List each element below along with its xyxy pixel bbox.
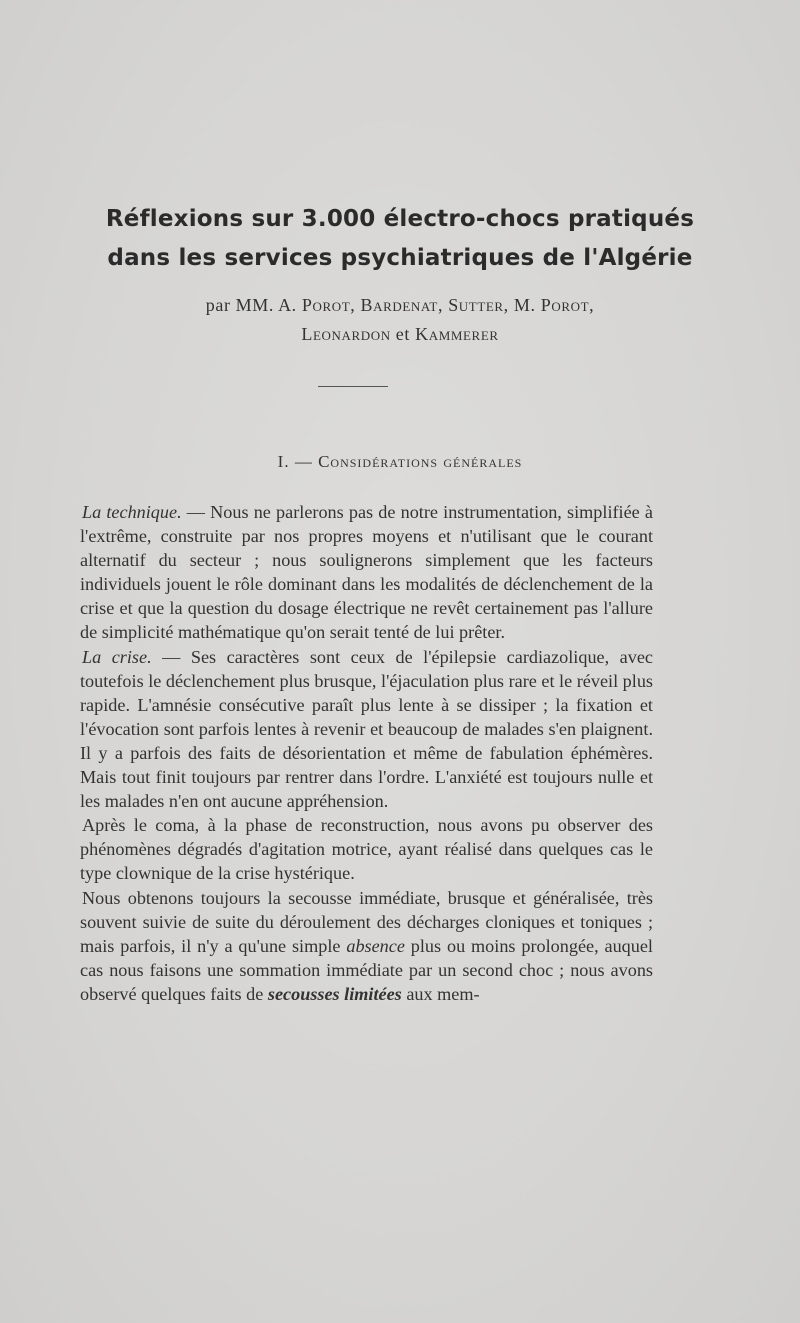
paragraph-coma — [80, 813, 653, 885]
author-name: Kammerer — [415, 324, 499, 344]
paragraph-text: plus ou moins prolongée, auquel cas nous faisons une sommation immédiate par un second choc ; nous avons observé quelques faits de — [80, 935, 653, 1004]
authors-line-2 — [0, 324, 800, 345]
title-divider — [318, 386, 388, 387]
paragraph-lead: La technique. — [82, 502, 182, 522]
emphasis-absence: absence — [346, 935, 405, 956]
author-name: Porot, — [540, 295, 595, 315]
section-heading — [0, 452, 800, 472]
authors-mid: M. — [513, 295, 536, 315]
paragraph-text: — Ses caractères sont ceux de l'épilepsie cardiazolique, avec toutefois le déclenchement plus brusque, l'éjaculation plus rare et le réveil plus rapide. L'amnésie consécutive paraît plus lente à se dissiper ; la fixation et l'évocation sont parfois lentes à revenir et beaucoup de malades s'en plaignent. Il y a parfois des faits de désorientation et même de fabulation éphémères. Mais tout finit toujours par rentrer dans l'ordre. L'anxiété est toujours nulle et les malades n'en ont aucune appréhension. — [80, 646, 653, 812]
paragraph-text: — Nous ne parlerons pas de notre instrumentation, simplifiée à l'extrême, construite par nos propres moyens et n'utilisant que le courant alternatif du secteur ; nous soulignerons simplement que les facteurs individuels jouent le rôle dominant dans les modalités de déclenchement de la crise et que la question du dosage électrique ne revêt certainement pas l'allure de simplicité mathématique qu'on serait tenté de lui prêter. — [80, 502, 653, 643]
authors-prefix: par MM. A. — [205, 295, 297, 315]
paragraph-technique — [80, 500, 653, 645]
paragraph-text: Nous obtenons toujours la secousse immédiate, brusque et généralisée, très souvent suivie de suite du déroulement des décharges cloniques et toniques ; mais parfois, il n'y a qu'une simple — [80, 887, 653, 956]
author-name: Porot, — [301, 295, 356, 315]
article-body — [80, 500, 653, 1006]
paragraph-secousse — [80, 886, 653, 1006]
paragraph-lead: La crise. — [82, 646, 152, 667]
paragraph-text: Après le coma, à la phase de reconstruction, nous avons pu observer des phénomènes dégradés d'agitation motrice, ayant réalisé dans quelques cas le type clownique de la crise hystérique. — [80, 815, 653, 884]
author-name: Sutter, — [448, 295, 509, 315]
paragraph-text: aux mem- — [401, 983, 480, 1004]
paragraph-crise — [80, 645, 653, 814]
section-title: Considérations générales — [318, 452, 523, 471]
article-title-line-2: dans les services psychiatriques de l'Algérie — [107, 245, 693, 271]
author-name: Bardenat, — [360, 295, 444, 315]
section-number: I. — — [277, 452, 313, 471]
emphasis-secousses: secousses limitées — [267, 983, 402, 1004]
article-title-line-1: Réflexions sur 3.000 électro-chocs pratiqués — [105, 206, 695, 232]
authors-conjunction: et — [395, 324, 410, 344]
authors-line-1 — [0, 295, 800, 316]
author-name: Leonardon — [301, 324, 391, 344]
